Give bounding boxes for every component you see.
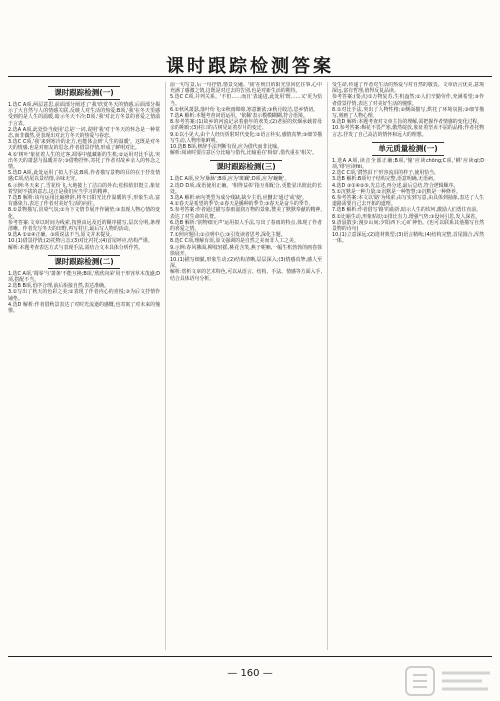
answer-paragraph: 受生命,传递了作者对生活的热爱与对自然的敬畏。文章语言优美,意境深远,富有哲理,值得反复品读。	[332, 82, 484, 95]
answer-paragraph: 4.选D 解析:作者借秋景表达了对时光流逝的感慨,也寄寓了对未来的憧憬。	[8, 301, 160, 315]
answer-paragraph: 前一句写景,后一句抒情,情景交融。'我'在秋日的阳光里回忆往事,心中充满了感激之情,这既是对过去的告别,也是对新生活的期待。	[170, 82, 322, 95]
answer-paragraph: 2.选A A项,此处恰当使用'总是'一词,说明'我'对于冬天的怀念是一种常态,而非偶然,更表现出对北方冬天的热爱与眷恋。	[8, 126, 160, 140]
page-title: 课时跟踪检测答案	[166, 56, 334, 77]
answer-paragraph: 参考答案:(要点)①万物复苏,生机盎然;②人们辛勤劳作,充满希望;③作者借景抒情,表达了对美好生活的憧憬。	[332, 94, 484, 107]
answer-paragraph: 7.选B 解析:该句运用比喻修辞,将冬日阳光比作温暖的手,形象生动,富有感染力,表达了作者对美好生活的向往。	[8, 195, 160, 208]
answer-paragraph: 6.参考答案:本文以'路'为线索,由写实到写意,由具体到抽象,表达了人生道路需要自己去开拓的道理。	[332, 195, 484, 208]
answer-paragraph: 10.(1)立意深远;(2)选材典型;(3)语言精练;(4)结构完整,首尾圆合,浑然一体。	[332, 232, 484, 245]
answer-paragraph: 9.选A ①②④正确。③项说法不当,原文并未提及。	[8, 232, 115, 239]
answer-paragraph: 2.选D D项,成语使用正确。'相得益彰'指互相配合,更能显出彼此的长处。	[170, 182, 322, 195]
answer-paragraph: 2.选C C项,'潸然泪下'形容流泪的样子,使用恰当。	[332, 170, 439, 177]
section-heading	[8, 255, 160, 269]
answer-paragraph: 6.选B 解析:'润物细无声'运用拟人手法,写出了春雨的特点,体现了作者的喜爱之情。	[170, 219, 322, 233]
section-heading	[332, 142, 484, 156]
title-rule	[8, 76, 492, 77]
section-heading-label: 单元质量检测(一)	[372, 142, 443, 156]
column-2	[170, 82, 322, 650]
answer-paragraph: 7.选B 解析:作者借写'路'的曲折,暗示人生的坎坷,激励人们勇往直前。	[332, 207, 482, 214]
answer-paragraph: 7.选A 解析:本题考查词语运用。'依稀'表示模模糊糊,符合语境。	[170, 113, 308, 120]
answer-paragraph: 解析:赏析文章的艺术特色,可以从语言、结构、手法、情感等方面入手,结合具体语句分析。	[170, 269, 322, 282]
answer-paragraph: 10.参考答案:梅花不畏严寒,傲然绽放,象征着坚贞不屈的品格;作者托物言志,抒发了自己高洁的情怀和远大的理想。	[332, 125, 484, 138]
section-heading-label: 课时跟踪检测(一)	[48, 86, 119, 100]
answer-paragraph: 8.①对比手法,突出了人物性格;②侧面描写,烘托了环境氛围;③细节描写,刻画了人物心理。	[332, 106, 484, 120]
answer-paragraph: 1.选C A项,两层意思,前面部分阐述了'我'欣赏冬天的情感,后面部分揭示了大自然与人的情感关联,反映人对生活的热爱;B项,'我'在冬天里感受到的是人生的温暖,暗示冬天不冷;D项,'我'对北方冬景的喜爱之情溢于言表。	[8, 102, 160, 127]
answer-paragraph: 9.①以小见大,由个人经历折射时代变化;②语言朴实,感情真挚;③细节描写生动,人物形象鲜明。	[170, 131, 322, 144]
answer-paragraph: 3.①写出了秋天的色彩之美;②表现了作者内心的喜悦;③为后文抒情作铺垫。	[8, 289, 160, 302]
answer-paragraph: 8.①景物描写,渲染气氛;②为下文情节展开作铺垫;③表现人物心情的变化。	[8, 207, 160, 220]
answer-paragraph: 6.①秋风萧瑟,落叶纷飞;②秋雨绵绵,寒意渐浓;③秋月皎洁,思乡情切。	[170, 106, 319, 113]
column-divider	[327, 82, 328, 650]
answer-paragraph: 3.选C C项,'我'来到寒冷的北方,也能体会到'人生的温暖'。这既是对冬天的情感,也是对朋友的思念,作者借景抒情,形成了鲜明对比。	[8, 139, 160, 152]
answer-paragraph: 2.选B B项,语序合理,前后衔接自然,表达准确。	[8, 283, 109, 290]
answer-paragraph: 9.示例:春风拂面,柳枝轻摇,桃花含笑,燕子呢喃,一幅生机勃勃的画卷徐徐展开。	[170, 244, 322, 257]
answer-paragraph: 6.示例:冬天来了,雪花纷飞,大地披上了洁白的外衣;松柏依旧挺立,象征着坚韧不拔的意志,这正是我们应当学习的精神。	[8, 182, 160, 195]
column-divider	[165, 82, 166, 650]
answer-paragraph: 10.(1)借景抒情;(2)托物言志;(3)对比衬托;(4)首尾呼应,结构严谨。	[8, 238, 153, 245]
answer-paragraph: 5.①沉默是一种力量;②沉默是一种智慧;③沉默是一种修养。	[332, 188, 461, 195]
watermark-logo-icon	[404, 663, 494, 699]
answer-paragraph: 1.选C A项,'凋零'与'萧条'不能互换;B项,'欣欣向荣'用于形容草木茂盛;D项,搭配不当。	[8, 270, 160, 284]
answer-paragraph: 3.选A 解析:病句类型为成分残缺,缺少主语,应删去'通过'或'使'。	[170, 195, 308, 202]
column-1	[8, 82, 160, 650]
answer-paragraph: 4.①'树叶'象征着人生的过客,凋零中蕴藏新的生机;②运用对比手法,突出冬天的萧瑟与温暖并存;③借物抒怀,寄托了作者对故乡亲人的怀念之情。	[8, 151, 160, 171]
section-heading-label: 课时跟踪检测(二)	[48, 255, 119, 269]
answer-paragraph: 8.①比喻生动,形象贴切;②排比有力,增强气势;③设问引思,发人深省。	[332, 213, 481, 220]
answer-paragraph: 10.(1)描写细腻,形象生动;(2)结构清晰,层层深入;(3)情感真挚,感人至深。	[170, 257, 322, 270]
answer-paragraph: 5.选D A项,此处运用了拟人手法;B项,作者描写景物的目的在于抒发情感;C项,结尾以景结情,余味无穷。	[8, 170, 160, 183]
answer-paragraph: 5.参考答案:作者通过描写春雨滋润万物的景象,赞美了默默奉献的精神,表达了对生命的礼赞。	[170, 207, 322, 220]
answer-paragraph: 3.选B 解析:B项句子结构完整,语意明确,无语病。	[332, 176, 438, 183]
answer-paragraph: 解析:本题考查表达方式与表现手法,需结合文本具体分析作答。	[8, 244, 144, 251]
answer-paragraph: 4.①春天是希望的季节;②春天是播种的季节;③春天是奋斗的季节。	[170, 201, 314, 208]
answer-paragraph: 解析:阅读时要注意区分比喻与借代,比喻重在'相似',借代重在'相关'。	[170, 150, 318, 157]
section-heading-label: 课时跟踪检测(三)	[210, 160, 281, 174]
section-heading	[8, 86, 160, 100]
answer-paragraph: 4.选D ③①④②⑤,先总述,再分述,最后总结,符合逻辑顺序。	[332, 182, 459, 189]
section-heading	[170, 160, 322, 174]
answer-paragraph: 5.选C C项,并列关系。'不但……而且'表递进,此处用'既……又'更为恰当。	[170, 94, 322, 107]
answer-paragraph: 1.选C A项,应为'脉脉';B项,应为'斑斓';D项,应为'蜿蜒'。	[170, 176, 290, 183]
answer-paragraph: 8.选C C项,理解有误,原文强调的是自然之美而非人工之美。	[170, 238, 299, 245]
answer-paragraph: 参考答案:文章以时间为线索,按照由远及近的顺序描写,层次分明,条理清晰。作者先写冬天的田野,再写村庄,最后写人物的活动。	[8, 219, 160, 233]
answer-paragraph: 10.选B B项,修辞手法判断有误,应为借代而非比喻。	[170, 144, 283, 151]
answer-paragraph: 7.①照应题目;②点明中心;③引发读者思考,深化主题。	[170, 232, 286, 239]
answer-paragraph: 8.参考答案:(1)故乡的河流记录着童年的欢笑;(2)老屋的炊烟承载着母亲的期盼;(3)村口的古树见证着岁月的变迁。	[170, 119, 322, 132]
answer-paragraph: 9.清晨散步;漫步山间;夕阳西下;心旷神怡。(也可以联系其他描写自然景物的诗句)	[332, 219, 484, 233]
answer-paragraph: 9.选D 解析:本题考查对文章主旨的理解,需把握作者情感的变化过程。	[332, 119, 483, 126]
footer-rule	[8, 656, 492, 657]
answer-paragraph: 1.选A A项,读音全部正确;B项,'憧'应读chōng;C项,'栖'应读qī;D项,'绯'应读fēi。	[332, 157, 484, 171]
column-3	[332, 82, 484, 650]
page-number: — 160 —	[227, 668, 273, 679]
